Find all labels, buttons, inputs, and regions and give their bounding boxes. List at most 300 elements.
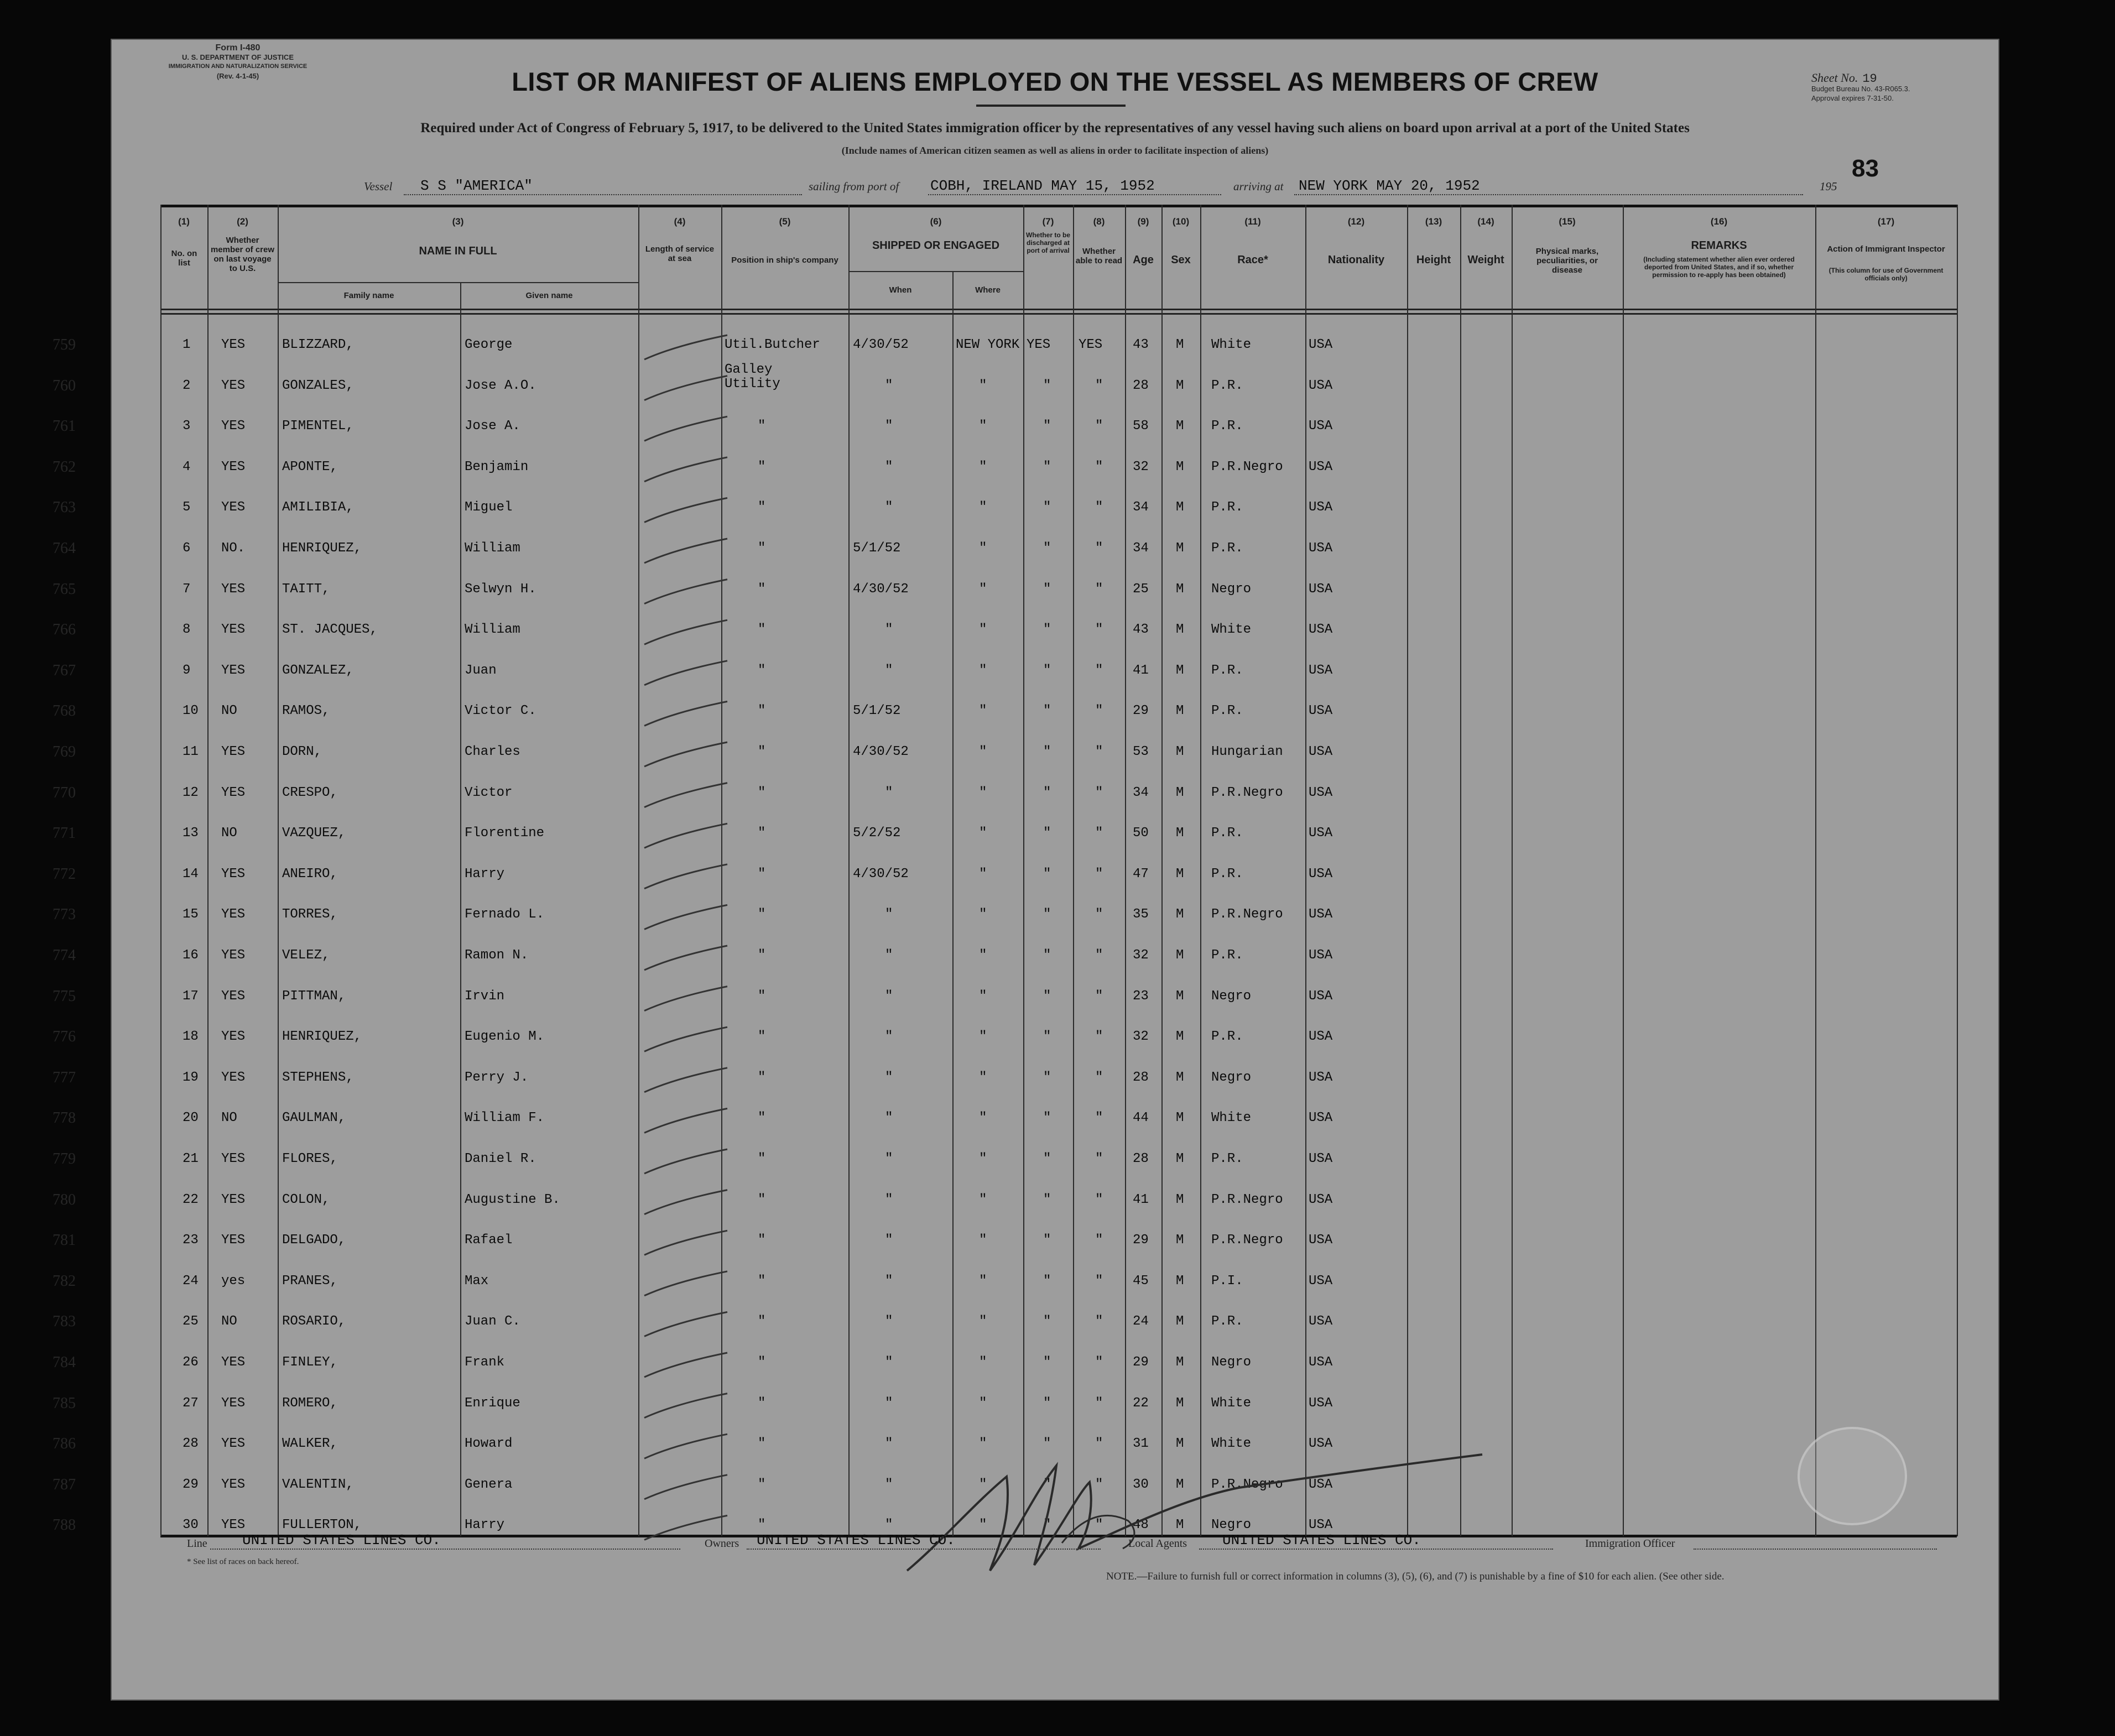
- cell-age: 58: [1133, 419, 1149, 434]
- cell-sex: M: [1176, 826, 1184, 841]
- cell-able-to-read: ": [1095, 1070, 1103, 1085]
- cell-list-number: 11: [183, 744, 199, 759]
- cell-shipped-where: ": [979, 1070, 987, 1085]
- page-title: LIST OR MANIFEST OF ALIENS EMPLOYED ON THE VESSEL AS MEMBERS OF CREW: [512, 67, 1598, 96]
- cell-age: 28: [1133, 1070, 1149, 1085]
- cell-shipped-when: ": [885, 1111, 893, 1126]
- cell-discharged: ": [1043, 419, 1051, 434]
- cell-nationality: USA: [1309, 1111, 1333, 1126]
- cell-family-name: PRANES,: [282, 1273, 338, 1289]
- manifest-page: [53, 39, 1999, 1701]
- length-of-service-stroke: [644, 1190, 727, 1214]
- cell-able-to-read: ": [1095, 622, 1103, 638]
- cell-family-name: VELEZ,: [282, 948, 330, 963]
- cell-shipped-where: ": [979, 1273, 987, 1289]
- cell-last-voyage: YES: [221, 581, 246, 597]
- cell-able-to-read: ": [1095, 744, 1103, 759]
- cell-age: 53: [1133, 744, 1149, 759]
- cell-nationality: USA: [1309, 1518, 1333, 1533]
- cell-family-name: RAMOS,: [282, 703, 330, 719]
- cell-position: ": [758, 785, 766, 800]
- cell-last-voyage: YES: [221, 1233, 246, 1248]
- local-agents-value: UNITED STATES LINES CO.: [1222, 1532, 1421, 1549]
- cell-given-name: William: [465, 541, 520, 556]
- col-header-nationality: Nationality: [1327, 254, 1385, 266]
- col-header-number: (12): [1347, 216, 1365, 227]
- form-line: (Rev. 4-1-45): [216, 72, 259, 80]
- cell-shipped-where: NEW YORK: [956, 337, 1020, 352]
- cell-family-name: DORN,: [282, 744, 322, 759]
- cell-given-name: Victor: [465, 785, 513, 800]
- manifest-line-number: 772: [53, 865, 76, 883]
- cell-family-name: GONZALEZ,: [282, 663, 354, 678]
- cell-able-to-read: ": [1095, 500, 1103, 515]
- length-of-service-stroke: [644, 1353, 727, 1377]
- cell-nationality: USA: [1309, 1151, 1333, 1166]
- cell-sex: M: [1176, 703, 1184, 719]
- cell-given-name: Miguel: [465, 500, 513, 515]
- col-header-number: (2): [237, 216, 248, 227]
- cell-family-name: WALKER,: [282, 1436, 338, 1452]
- cell-sex: M: [1176, 378, 1184, 393]
- cell-shipped-where: ": [979, 1314, 987, 1330]
- cell-list-number: 25: [183, 1314, 199, 1330]
- cell-shipped-when: ": [885, 1518, 893, 1533]
- cell-given-name: Rafael: [465, 1233, 513, 1248]
- cell-last-voyage: NO: [221, 826, 237, 841]
- cell-age: 43: [1133, 337, 1149, 352]
- manifest-line-number: 786: [53, 1435, 76, 1453]
- cell-last-voyage: YES: [221, 988, 246, 1004]
- cell-family-name: PITTMAN,: [282, 988, 346, 1004]
- length-of-service-stroke: [644, 416, 727, 441]
- col-header-family-name: Family name: [343, 291, 394, 300]
- col-header-sex: Sex: [1171, 254, 1191, 266]
- cell-list-number: 2: [183, 378, 191, 393]
- length-of-service-stroke: [644, 1231, 727, 1255]
- cell-given-name: Genera: [465, 1477, 513, 1492]
- cell-race: P.R.Negro: [1211, 907, 1283, 922]
- length-of-service-stroke: [644, 823, 727, 848]
- cell-list-number: 16: [183, 948, 199, 963]
- manifest-line-number: 784: [53, 1354, 76, 1371]
- cell-nationality: USA: [1309, 1192, 1333, 1207]
- cell-list-number: 19: [183, 1070, 199, 1085]
- cell-nationality: USA: [1309, 988, 1333, 1004]
- cell-age: 29: [1133, 1233, 1149, 1248]
- cell-race: Negro: [1211, 1518, 1252, 1533]
- col-header-position: Position in ship's company: [731, 256, 838, 265]
- cell-race: Negro: [1211, 988, 1252, 1004]
- cell-last-voyage: YES: [221, 663, 246, 678]
- cell-shipped-when: ": [885, 1477, 893, 1492]
- cell-last-voyage: yes: [221, 1273, 246, 1289]
- cell-given-name: Enrique: [465, 1395, 520, 1411]
- col-header-number: (7): [1042, 216, 1054, 227]
- length-of-service-stroke: [644, 376, 727, 400]
- cell-shipped-when: ": [885, 907, 893, 922]
- cell-able-to-read: ": [1095, 703, 1103, 719]
- cell-shipped-when: ": [885, 1273, 893, 1289]
- cell-family-name: FULLERTON,: [282, 1518, 362, 1533]
- cell-sex: M: [1176, 785, 1184, 800]
- cell-age: 43: [1133, 622, 1149, 638]
- cell-discharged: ": [1043, 948, 1051, 963]
- cell-race: P.R.: [1211, 378, 1243, 393]
- cell-last-voyage: YES: [221, 419, 246, 434]
- cell-sex: M: [1176, 1151, 1184, 1166]
- col-header-discharged: Whether to be discharged at port of arrival: [1026, 231, 1070, 254]
- cell-given-name: Eugenio M.: [465, 1029, 545, 1045]
- cell-age: 41: [1133, 663, 1149, 678]
- cell-list-number: 28: [183, 1436, 199, 1452]
- cell-list-number: 18: [183, 1029, 199, 1045]
- cell-family-name: FLORES,: [282, 1151, 338, 1166]
- col-header-physical-marks: Physical marks, peculiarities, or disease: [1535, 247, 1599, 275]
- cell-able-to-read: ": [1095, 419, 1103, 434]
- manifest-line-number: 783: [53, 1313, 76, 1331]
- manifest-line-number: 761: [53, 418, 76, 435]
- cell-family-name: BLIZZARD,: [282, 337, 354, 352]
- cell-given-name: Harry: [465, 866, 505, 882]
- manifest-line-number: 764: [53, 540, 76, 557]
- cell-last-voyage: YES: [221, 378, 246, 393]
- length-of-service-stroke: [644, 946, 727, 970]
- cell-sex: M: [1176, 663, 1184, 678]
- cell-discharged: ": [1043, 1518, 1051, 1533]
- cell-last-voyage: YES: [221, 1070, 246, 1085]
- cell-family-name: GAULMAN,: [282, 1111, 346, 1126]
- cell-family-name: DELGADO,: [282, 1233, 346, 1248]
- cell-list-number: 17: [183, 988, 199, 1004]
- cell-discharged: ": [1043, 744, 1051, 759]
- cell-position: Util.Butcher: [725, 337, 820, 352]
- cell-age: 44: [1133, 1111, 1149, 1126]
- length-of-service-stroke: [644, 539, 727, 563]
- cell-last-voyage: YES: [221, 500, 246, 515]
- cell-race: P.R.: [1211, 419, 1243, 434]
- cell-list-number: 26: [183, 1355, 199, 1370]
- cell-able-to-read: ": [1095, 1273, 1103, 1289]
- cell-nationality: USA: [1309, 703, 1333, 719]
- cell-shipped-where: ": [979, 1029, 987, 1045]
- cell-discharged: ": [1043, 500, 1051, 515]
- cell-list-number: 8: [183, 622, 191, 638]
- cell-list-number: 5: [183, 500, 191, 515]
- cell-position: ": [758, 988, 766, 1004]
- cell-nationality: USA: [1309, 1029, 1333, 1045]
- sailing-value: COBH, IRELAND MAY 15, 1952: [930, 178, 1155, 194]
- cell-last-voyage: YES: [221, 1029, 246, 1045]
- cell-race: Negro: [1211, 581, 1252, 597]
- cell-shipped-where: ": [979, 581, 987, 597]
- length-of-service-stroke: [644, 1312, 727, 1336]
- col-header-given-name: Given name: [525, 291, 573, 300]
- line-label: Line: [187, 1537, 207, 1550]
- cell-age: 31: [1133, 1436, 1149, 1452]
- cell-shipped-where: ": [979, 541, 987, 556]
- cell-sex: M: [1176, 1477, 1184, 1492]
- cell-list-number: 1: [183, 337, 191, 352]
- cell-age: 41: [1133, 1192, 1149, 1207]
- cell-position: ": [758, 1518, 766, 1533]
- cell-age: 32: [1133, 1029, 1149, 1045]
- cell-discharged: ": [1043, 703, 1051, 719]
- length-of-service-stroke: [644, 1271, 727, 1296]
- manifest-line-number: 778: [53, 1109, 76, 1127]
- cell-sex: M: [1176, 1395, 1184, 1411]
- length-of-service-stroke: [644, 1108, 727, 1133]
- cell-able-to-read: ": [1095, 541, 1103, 556]
- cell-discharged: ": [1043, 1070, 1051, 1085]
- cell-position: ": [758, 1355, 766, 1370]
- cell-given-name: Daniel R.: [465, 1151, 536, 1166]
- cell-last-voyage: YES: [221, 866, 246, 882]
- cell-position: ": [758, 581, 766, 597]
- cell-given-name: Jose A.O.: [465, 378, 536, 393]
- cell-discharged: ": [1043, 1151, 1051, 1166]
- cell-last-voyage: NO: [221, 1111, 237, 1126]
- cell-last-voyage: NO: [221, 1314, 237, 1330]
- cell-given-name: William F.: [465, 1111, 545, 1126]
- manifest-line-number: 780: [53, 1191, 76, 1208]
- cell-position: ": [758, 1436, 766, 1452]
- cell-position: ": [758, 622, 766, 638]
- cell-shipped-where: ": [979, 1355, 987, 1370]
- cell-nationality: USA: [1309, 1070, 1333, 1085]
- cell-race: P.R.Negro: [1211, 459, 1283, 475]
- cell-able-to-read: ": [1095, 1314, 1103, 1330]
- cell-race: White: [1211, 1436, 1252, 1452]
- page-subnote: (Include names of American citizen seamen as well as aliens in order to facilitate inspection of aliens): [841, 145, 1269, 156]
- cell-last-voyage: YES: [221, 1436, 246, 1452]
- cell-race: P.R.Negro: [1211, 785, 1283, 800]
- cell-nationality: USA: [1309, 785, 1333, 800]
- cell-given-name: Juan: [465, 663, 497, 678]
- header-bottom-rule: [160, 313, 1957, 315]
- length-of-service-pen-strokes: [111, 39, 1999, 1701]
- cell-given-name: Victor C.: [465, 703, 536, 719]
- length-of-service-stroke: [644, 498, 727, 522]
- col-header-age: Age: [1133, 254, 1154, 266]
- manifest-line-number: 776: [53, 1028, 76, 1046]
- cell-shipped-where: ": [979, 1192, 987, 1207]
- cell-position: ": [758, 541, 766, 556]
- cell-last-voyage: YES: [221, 948, 246, 963]
- cell-able-to-read: ": [1095, 1355, 1103, 1370]
- cell-able-to-read: ": [1095, 866, 1103, 882]
- cell-family-name: HENRIQUEZ,: [282, 1029, 362, 1045]
- cell-discharged: ": [1043, 459, 1051, 475]
- cell-list-number: 9: [183, 663, 191, 678]
- manifest-line-number: 765: [53, 580, 76, 598]
- cell-nationality: USA: [1309, 866, 1333, 882]
- cell-shipped-when: 5/1/52: [853, 703, 901, 719]
- cell-last-voyage: YES: [221, 1395, 246, 1411]
- col-header-number: (16): [1710, 216, 1728, 227]
- cell-race: P.R.: [1211, 541, 1243, 556]
- cell-age: 47: [1133, 866, 1149, 882]
- cell-shipped-where: ": [979, 500, 987, 515]
- cell-position: ": [758, 1151, 766, 1166]
- cell-list-number: 24: [183, 1273, 199, 1289]
- col-header-weight: Weight: [1467, 254, 1504, 266]
- cell-age: 22: [1133, 1395, 1149, 1411]
- manifest-footer: [111, 1532, 1999, 1604]
- cell-able-to-read: ": [1095, 1477, 1103, 1492]
- cell-shipped-when: ": [885, 622, 893, 638]
- cell-shipped-where: ": [979, 1233, 987, 1248]
- col-header-number: (14): [1477, 216, 1494, 227]
- cell-shipped-where: ": [979, 866, 987, 882]
- cell-nationality: USA: [1309, 378, 1333, 393]
- cell-shipped-when: 4/30/52: [853, 744, 909, 759]
- cell-shipped-when: 5/1/52: [853, 541, 901, 556]
- cell-given-name: Ramon N.: [465, 948, 529, 963]
- cell-nationality: USA: [1309, 907, 1333, 922]
- manifest-line-number: 770: [53, 784, 76, 801]
- cell-given-name: Irvin: [465, 988, 505, 1004]
- manifest-line-number: 766: [53, 621, 76, 639]
- cell-last-voyage: YES: [221, 1355, 246, 1370]
- col-header-number: (15): [1559, 216, 1576, 227]
- col-header-name-in-full: NAME IN FULL: [419, 245, 497, 257]
- cell-race: P.R.: [1211, 663, 1243, 678]
- cell-discharged: ": [1043, 541, 1051, 556]
- cell-shipped-where: ": [979, 948, 987, 963]
- cell-family-name: APONTE,: [282, 459, 338, 475]
- cell-shipped-where: ": [979, 622, 987, 638]
- cell-able-to-read: ": [1095, 785, 1103, 800]
- manifest-line-number: 767: [53, 661, 76, 679]
- col-header-number: (8): [1093, 216, 1105, 227]
- cell-list-number: 10: [183, 703, 199, 719]
- cell-position: ": [758, 1273, 766, 1289]
- cell-able-to-read: ": [1095, 378, 1103, 393]
- cell-race: P.R.Negro: [1211, 1233, 1283, 1248]
- cell-last-voyage: YES: [221, 1518, 246, 1533]
- cell-discharged: YES: [1027, 337, 1051, 352]
- cell-position: ": [758, 1395, 766, 1411]
- cell-able-to-read: ": [1095, 1233, 1103, 1248]
- cell-sex: M: [1176, 948, 1184, 963]
- manifest-line-number: 781: [53, 1232, 76, 1249]
- cell-position: ": [758, 1314, 766, 1330]
- col-header-number: (17): [1877, 216, 1895, 227]
- cell-age: 32: [1133, 948, 1149, 963]
- manifest-line-number: 769: [53, 743, 76, 760]
- race-footnote: * See list of races on back hereof.: [187, 1557, 299, 1566]
- cell-shipped-when: ": [885, 378, 893, 393]
- cell-position: ": [758, 1477, 766, 1492]
- cell-shipped-when: 5/2/52: [853, 826, 901, 841]
- cell-shipped-when: ": [885, 1395, 893, 1411]
- manifest-line-number: 777: [53, 1068, 76, 1086]
- col-header-number: (10): [1172, 216, 1190, 227]
- col-header-remarks: REMARKS: [1691, 239, 1747, 252]
- cell-able-to-read: ": [1095, 988, 1103, 1004]
- cell-list-number: 21: [183, 1151, 199, 1166]
- cell-sex: M: [1176, 1070, 1184, 1085]
- owners-label: Owners: [705, 1537, 739, 1550]
- manifest-line-number: 779: [53, 1150, 76, 1167]
- cell-shipped-where: ": [979, 1395, 987, 1411]
- col-header-number: (3): [452, 216, 464, 227]
- cell-given-name: Fernado L.: [465, 907, 545, 922]
- cell-sex: M: [1176, 1029, 1184, 1045]
- cell-nationality: USA: [1309, 1395, 1333, 1411]
- cell-position: ": [758, 703, 766, 719]
- cell-sex: M: [1176, 419, 1184, 434]
- cell-nationality: USA: [1309, 1477, 1333, 1492]
- cell-able-to-read: ": [1095, 1192, 1103, 1207]
- cell-race: P.R.: [1211, 1029, 1243, 1045]
- cell-sex: M: [1176, 581, 1184, 597]
- cell-list-number: 22: [183, 1192, 199, 1207]
- cell-able-to-read: ": [1095, 1518, 1103, 1533]
- cell-discharged: ": [1043, 826, 1051, 841]
- budget-bureau: Budget Bureau No. 43-R065.3.: [1811, 85, 1910, 93]
- cell-given-name: Juan C.: [465, 1314, 520, 1330]
- cell-shipped-where: ": [979, 378, 987, 393]
- cell-discharged: ": [1043, 1436, 1051, 1452]
- manifest-line-number: 759: [53, 336, 76, 353]
- cell-age: 32: [1133, 459, 1149, 475]
- cell-age: 30: [1133, 1477, 1149, 1492]
- cell-discharged: ": [1043, 1233, 1051, 1248]
- manifest-line-number: 788: [53, 1516, 76, 1534]
- cell-age: 24: [1133, 1314, 1149, 1330]
- cell-race: P.R.: [1211, 826, 1243, 841]
- manifest-line-number: 774: [53, 947, 76, 964]
- cell-sex: M: [1176, 459, 1184, 475]
- cell-shipped-where: ": [979, 459, 987, 475]
- col-header-length-of-service: Length of service at sea: [645, 244, 715, 263]
- cell-shipped-where: ": [979, 1477, 987, 1492]
- cell-discharged: ": [1043, 1029, 1051, 1045]
- cell-able-to-read: ": [1095, 1029, 1103, 1045]
- cell-given-name: Max: [465, 1273, 489, 1289]
- cell-able-to-read: ": [1095, 581, 1103, 597]
- cell-race: P.I.: [1211, 1273, 1243, 1289]
- cell-discharged: ": [1043, 378, 1051, 393]
- vessel-name: S S "AMERICA": [420, 178, 533, 194]
- cell-position: ": [758, 1233, 766, 1248]
- cell-list-number: 3: [183, 419, 191, 434]
- form-line: IMMIGRATION AND NATURALIZATION SERVICE: [168, 63, 308, 70]
- manifest-line-number: 768: [53, 702, 76, 720]
- cell-discharged: ": [1043, 1355, 1051, 1370]
- cell-age: 35: [1133, 907, 1149, 922]
- col-header-no-on-list: No. on list: [171, 249, 197, 268]
- cell-last-voyage: NO.: [221, 541, 246, 556]
- cell-sex: M: [1176, 866, 1184, 882]
- cell-family-name: ROMERO,: [282, 1395, 338, 1411]
- cell-age: 50: [1133, 826, 1149, 841]
- cell-family-name: HENRIQUEZ,: [282, 541, 362, 556]
- cell-shipped-when: ": [885, 500, 893, 515]
- cell-age: 29: [1133, 703, 1149, 719]
- cell-position: ": [758, 663, 766, 678]
- cell-nationality: USA: [1309, 622, 1333, 638]
- length-of-service-stroke: [644, 864, 727, 889]
- cell-discharged: ": [1043, 1111, 1051, 1126]
- cell-shipped-where: ": [979, 1518, 987, 1533]
- cell-race: P.R.Negro: [1211, 1477, 1283, 1492]
- cell-family-name: ANEIRO,: [282, 866, 338, 882]
- cell-position: ": [758, 500, 766, 515]
- cell-discharged: ": [1043, 663, 1051, 678]
